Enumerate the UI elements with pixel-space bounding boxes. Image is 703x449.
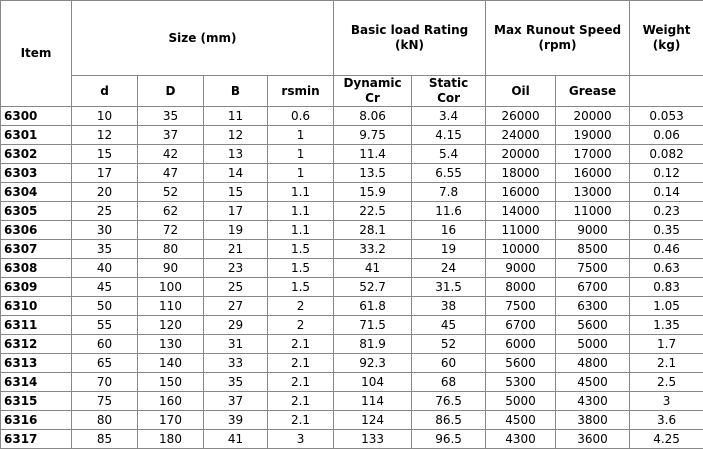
dynamic-cr-cell: 33.2 [334, 240, 412, 259]
b-cell: 11 [204, 107, 268, 126]
item-cell: 6310 [1, 297, 72, 316]
dynamic-cr-cell: 8.06 [334, 107, 412, 126]
outer-d-cell: 150 [138, 373, 204, 392]
table-row [1, 297, 703, 316]
oil-speed-cell: 5300 [486, 373, 556, 392]
grease-speed-cell: 8500 [556, 240, 630, 259]
header-d: d [72, 76, 138, 107]
item-cell: 6316 [1, 411, 72, 430]
dynamic-cr-cell: 15.9 [334, 183, 412, 202]
grease-speed-cell: 4300 [556, 392, 630, 411]
item-cell: 6308 [1, 259, 72, 278]
outer-d-cell: 42 [138, 145, 204, 164]
b-cell: 17 [204, 202, 268, 221]
weight-cell: 1.7 [630, 335, 703, 354]
table-row [1, 164, 703, 183]
dynamic-cr-cell: 41 [334, 259, 412, 278]
table-row [1, 354, 703, 373]
dynamic-cr-cell: 81.9 [334, 335, 412, 354]
outer-d-cell: 47 [138, 164, 204, 183]
rsmin-cell: 2.1 [268, 354, 334, 373]
b-cell: 39 [204, 411, 268, 430]
oil-speed-cell: 9000 [486, 259, 556, 278]
item-cell: 6306 [1, 221, 72, 240]
dynamic-cr-cell: 13.5 [334, 164, 412, 183]
static-cor-cell: 76.5 [412, 392, 486, 411]
grease-speed-cell: 5000 [556, 335, 630, 354]
d-cell: 60 [72, 335, 138, 354]
static-cor-cell: 60 [412, 354, 486, 373]
oil-speed-cell: 20000 [486, 145, 556, 164]
header-size: Size (mm) [72, 1, 334, 76]
rsmin-cell: 3 [268, 430, 334, 449]
table-row [1, 259, 703, 278]
outer-d-cell: 170 [138, 411, 204, 430]
item-cell: 6302 [1, 145, 72, 164]
weight-cell: 1.05 [630, 297, 703, 316]
item-cell: 6304 [1, 183, 72, 202]
oil-speed-cell: 14000 [486, 202, 556, 221]
header-basic-load-rating-unit: (kN) [334, 38, 485, 53]
d-cell: 80 [72, 411, 138, 430]
grease-speed-cell: 3800 [556, 411, 630, 430]
grease-speed-cell: 17000 [556, 145, 630, 164]
header-grease: Grease [556, 76, 630, 107]
grease-speed-cell: 6300 [556, 297, 630, 316]
table-row [1, 316, 703, 335]
rsmin-cell: 2.1 [268, 373, 334, 392]
item-cell: 6307 [1, 240, 72, 259]
weight-cell: 0.35 [630, 221, 703, 240]
grease-speed-cell: 4800 [556, 354, 630, 373]
static-cor-cell: 4.15 [412, 126, 486, 145]
header-row-top [1, 1, 703, 76]
outer-d-cell: 80 [138, 240, 204, 259]
static-cor-cell: 24 [412, 259, 486, 278]
weight-cell: 0.12 [630, 164, 703, 183]
table-row [1, 335, 703, 354]
item-cell: 6303 [1, 164, 72, 183]
dynamic-cr-cell: 28.1 [334, 221, 412, 240]
header-b: B [204, 76, 268, 107]
header-max-runout-speed-unit: (rpm) [486, 38, 629, 53]
oil-speed-cell: 10000 [486, 240, 556, 259]
weight-cell: 0.63 [630, 259, 703, 278]
header-outer-d: D [138, 76, 204, 107]
weight-cell: 0.082 [630, 145, 703, 164]
static-cor-cell: 5.4 [412, 145, 486, 164]
dynamic-cr-cell: 61.8 [334, 297, 412, 316]
item-cell: 6315 [1, 392, 72, 411]
header-row-sub [1, 76, 703, 107]
static-cor-cell: 3.4 [412, 107, 486, 126]
grease-speed-cell: 4500 [556, 373, 630, 392]
dynamic-cr-cell: 22.5 [334, 202, 412, 221]
b-cell: 29 [204, 316, 268, 335]
header-oil: Oil [486, 76, 556, 107]
item-cell: 6314 [1, 373, 72, 392]
d-cell: 65 [72, 354, 138, 373]
grease-speed-cell: 6700 [556, 278, 630, 297]
d-cell: 20 [72, 183, 138, 202]
grease-speed-cell: 9000 [556, 221, 630, 240]
rsmin-cell: 1.1 [268, 202, 334, 221]
grease-speed-cell: 13000 [556, 183, 630, 202]
d-cell: 50 [72, 297, 138, 316]
static-cor-cell: 96.5 [412, 430, 486, 449]
rsmin-cell: 1.5 [268, 240, 334, 259]
table-row [1, 430, 703, 449]
weight-cell: 2.1 [630, 354, 703, 373]
b-cell: 23 [204, 259, 268, 278]
rsmin-cell: 1.5 [268, 278, 334, 297]
b-cell: 12 [204, 126, 268, 145]
rsmin-cell: 2.1 [268, 411, 334, 430]
header-max-runout-speed-title: Max Runout Speed [486, 23, 629, 38]
oil-speed-cell: 5600 [486, 354, 556, 373]
dynamic-cr-cell: 133 [334, 430, 412, 449]
table-body [1, 107, 703, 449]
weight-cell: 0.23 [630, 202, 703, 221]
oil-speed-cell: 5000 [486, 392, 556, 411]
dynamic-cr-cell: 52.7 [334, 278, 412, 297]
b-cell: 25 [204, 278, 268, 297]
item-cell: 6309 [1, 278, 72, 297]
static-cor-cell: 16 [412, 221, 486, 240]
d-cell: 12 [72, 126, 138, 145]
weight-cell: 0.14 [630, 183, 703, 202]
oil-speed-cell: 11000 [486, 221, 556, 240]
rsmin-cell: 1.5 [268, 259, 334, 278]
table-row [1, 202, 703, 221]
header-rsmin: rsmin [268, 76, 334, 107]
table-row [1, 221, 703, 240]
outer-d-cell: 62 [138, 202, 204, 221]
outer-d-cell: 100 [138, 278, 204, 297]
oil-speed-cell: 7500 [486, 297, 556, 316]
table-row [1, 278, 703, 297]
b-cell: 15 [204, 183, 268, 202]
item-cell: 6313 [1, 354, 72, 373]
oil-speed-cell: 18000 [486, 164, 556, 183]
dynamic-cr-cell: 92.3 [334, 354, 412, 373]
rsmin-cell: 0.6 [268, 107, 334, 126]
table-row [1, 126, 703, 145]
d-cell: 55 [72, 316, 138, 335]
outer-d-cell: 37 [138, 126, 204, 145]
oil-speed-cell: 6000 [486, 335, 556, 354]
weight-cell: 0.06 [630, 126, 703, 145]
grease-speed-cell: 3600 [556, 430, 630, 449]
item-cell: 6301 [1, 126, 72, 145]
d-cell: 25 [72, 202, 138, 221]
rsmin-cell: 2 [268, 316, 334, 335]
weight-cell: 3 [630, 392, 703, 411]
outer-d-cell: 140 [138, 354, 204, 373]
static-cor-cell: 68 [412, 373, 486, 392]
static-cor-cell: 52 [412, 335, 486, 354]
table-row [1, 411, 703, 430]
b-cell: 35 [204, 373, 268, 392]
table-row [1, 373, 703, 392]
d-cell: 15 [72, 145, 138, 164]
rsmin-cell: 1.1 [268, 221, 334, 240]
header-basic-load-rating-title: Basic load Rating [334, 23, 485, 38]
rsmin-cell: 2.1 [268, 392, 334, 411]
weight-cell: 1.35 [630, 316, 703, 335]
grease-speed-cell: 5600 [556, 316, 630, 335]
header-max-runout-speed [486, 1, 630, 76]
table-row [1, 183, 703, 202]
outer-d-cell: 90 [138, 259, 204, 278]
outer-d-cell: 180 [138, 430, 204, 449]
oil-speed-cell: 4300 [486, 430, 556, 449]
rsmin-cell: 1 [268, 126, 334, 145]
grease-speed-cell: 20000 [556, 107, 630, 126]
item-cell: 6300 [1, 107, 72, 126]
static-cor-cell: 19 [412, 240, 486, 259]
d-cell: 40 [72, 259, 138, 278]
weight-cell: 2.5 [630, 373, 703, 392]
header-dynamic-title: Dynamic [334, 76, 411, 91]
weight-cell: 0.46 [630, 240, 703, 259]
oil-speed-cell: 6700 [486, 316, 556, 335]
b-cell: 33 [204, 354, 268, 373]
dynamic-cr-cell: 9.75 [334, 126, 412, 145]
d-cell: 35 [72, 240, 138, 259]
grease-speed-cell: 16000 [556, 164, 630, 183]
d-cell: 75 [72, 392, 138, 411]
item-cell: 6312 [1, 335, 72, 354]
d-cell: 10 [72, 107, 138, 126]
outer-d-cell: 110 [138, 297, 204, 316]
d-cell: 30 [72, 221, 138, 240]
table-row [1, 392, 703, 411]
header-weight-title: Weight [630, 23, 703, 38]
b-cell: 41 [204, 430, 268, 449]
d-cell: 70 [72, 373, 138, 392]
dynamic-cr-cell: 114 [334, 392, 412, 411]
item-cell: 6305 [1, 202, 72, 221]
dynamic-cr-cell: 104 [334, 373, 412, 392]
b-cell: 27 [204, 297, 268, 316]
header-item: Item [1, 1, 72, 107]
static-cor-cell: 38 [412, 297, 486, 316]
rsmin-cell: 2.1 [268, 335, 334, 354]
rsmin-cell: 1.1 [268, 183, 334, 202]
header-static-title: Static [412, 76, 485, 91]
grease-speed-cell: 11000 [556, 202, 630, 221]
dynamic-cr-cell: 124 [334, 411, 412, 430]
b-cell: 13 [204, 145, 268, 164]
table-row [1, 107, 703, 126]
b-cell: 37 [204, 392, 268, 411]
rsmin-cell: 1 [268, 164, 334, 183]
oil-speed-cell: 24000 [486, 126, 556, 145]
b-cell: 14 [204, 164, 268, 183]
weight-cell: 3.6 [630, 411, 703, 430]
oil-speed-cell: 26000 [486, 107, 556, 126]
static-cor-cell: 7.8 [412, 183, 486, 202]
rsmin-cell: 2 [268, 297, 334, 316]
weight-cell: 0.053 [630, 107, 703, 126]
weight-cell: 4.25 [630, 430, 703, 449]
outer-d-cell: 160 [138, 392, 204, 411]
header-dynamic [334, 76, 412, 107]
static-cor-cell: 31.5 [412, 278, 486, 297]
oil-speed-cell: 8000 [486, 278, 556, 297]
rsmin-cell: 1 [268, 145, 334, 164]
grease-speed-cell: 7500 [556, 259, 630, 278]
header-dynamic-symbol: Cr [334, 91, 411, 106]
d-cell: 85 [72, 430, 138, 449]
table-row [1, 240, 703, 259]
header-weight-unit: (kg) [630, 38, 703, 53]
b-cell: 19 [204, 221, 268, 240]
static-cor-cell: 86.5 [412, 411, 486, 430]
static-cor-cell: 11.6 [412, 202, 486, 221]
table-row [1, 145, 703, 164]
header-weight [630, 1, 703, 76]
b-cell: 31 [204, 335, 268, 354]
header-static [412, 76, 486, 107]
static-cor-cell: 6.55 [412, 164, 486, 183]
item-cell: 6317 [1, 430, 72, 449]
outer-d-cell: 120 [138, 316, 204, 335]
d-cell: 17 [72, 164, 138, 183]
header-static-symbol: Cor [412, 91, 485, 106]
grease-speed-cell: 19000 [556, 126, 630, 145]
header-weight-blank [630, 76, 703, 107]
outer-d-cell: 35 [138, 107, 204, 126]
dynamic-cr-cell: 11.4 [334, 145, 412, 164]
static-cor-cell: 45 [412, 316, 486, 335]
d-cell: 45 [72, 278, 138, 297]
oil-speed-cell: 4500 [486, 411, 556, 430]
dynamic-cr-cell: 71.5 [334, 316, 412, 335]
header-basic-load-rating [334, 1, 486, 76]
item-cell: 6311 [1, 316, 72, 335]
b-cell: 21 [204, 240, 268, 259]
weight-cell: 0.83 [630, 278, 703, 297]
outer-d-cell: 72 [138, 221, 204, 240]
oil-speed-cell: 16000 [486, 183, 556, 202]
outer-d-cell: 130 [138, 335, 204, 354]
outer-d-cell: 52 [138, 183, 204, 202]
